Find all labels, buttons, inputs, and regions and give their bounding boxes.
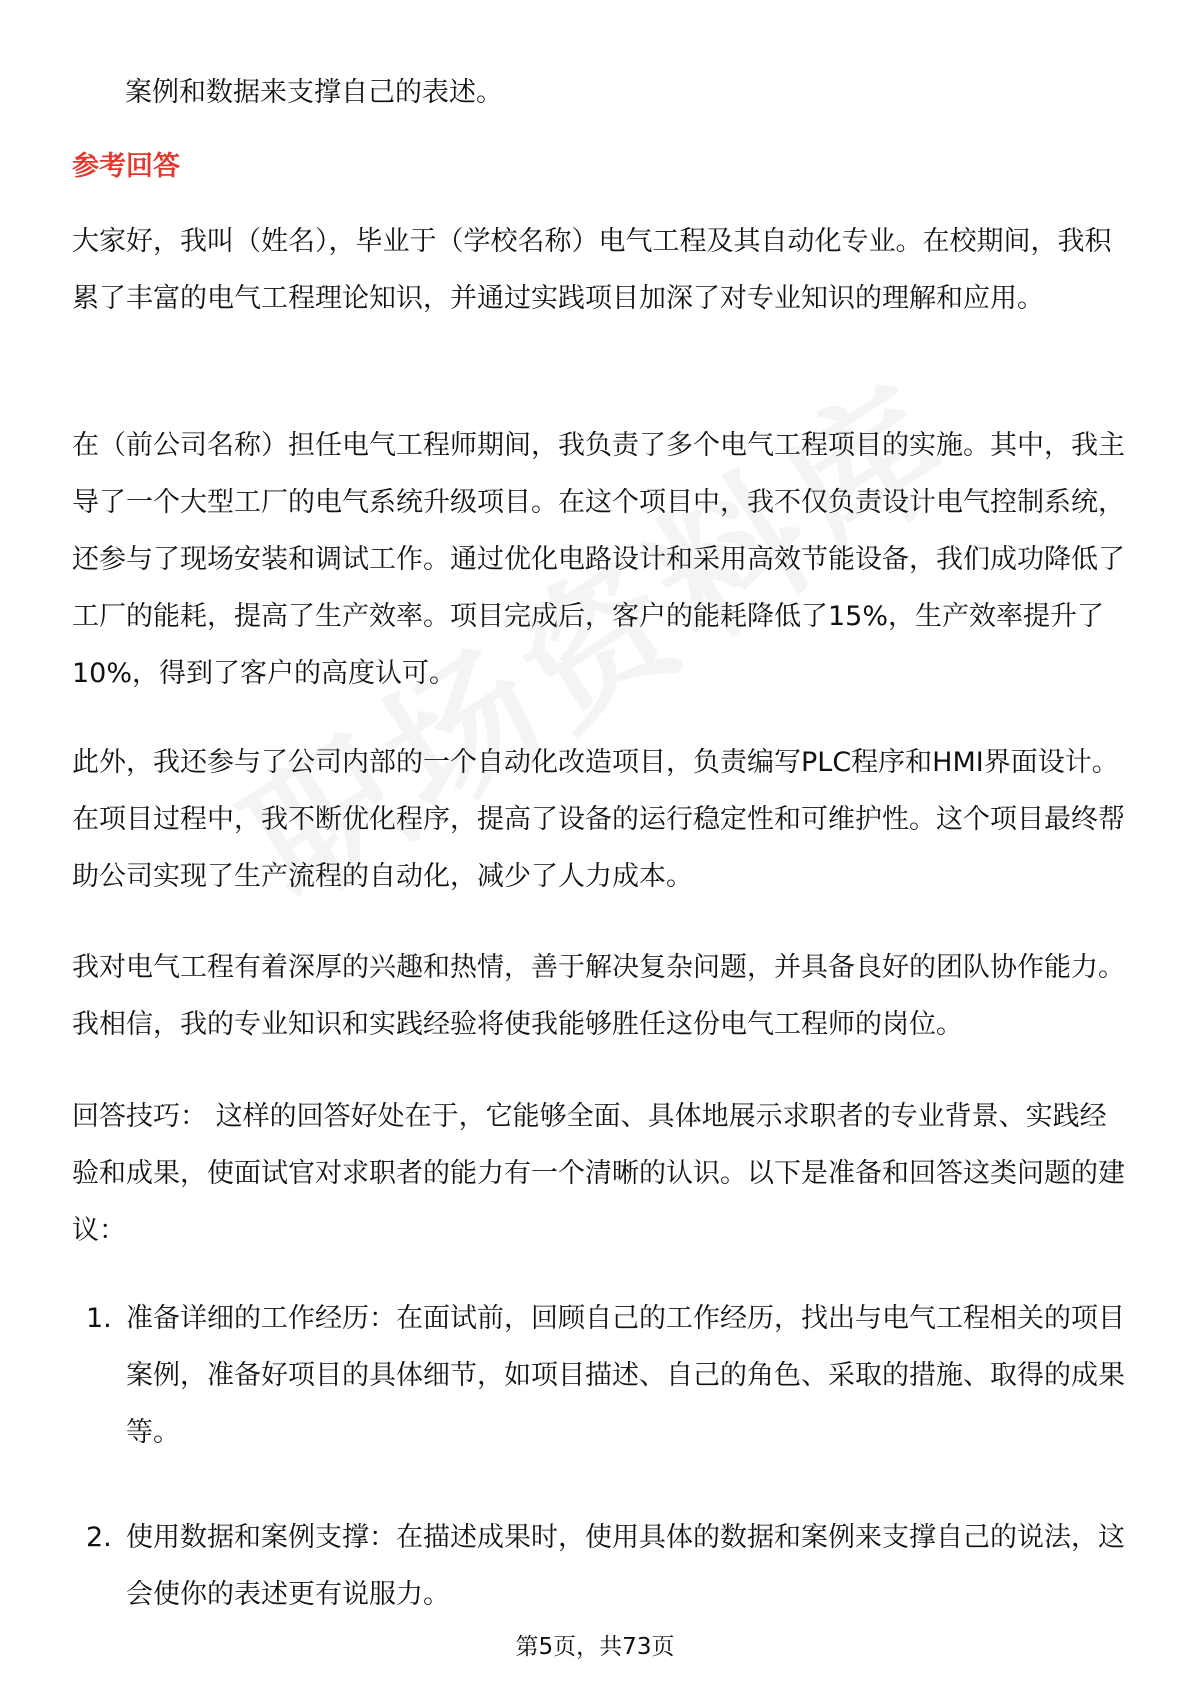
paragraph-automation-project: 此外，我还参与了公司内部的一个自动化改造项目，负责编写PLC程序和HMI界面设计。在项目过程中，我不断优化程序，提高了设备的运行稳定性和可维护性。这个项目最终帮助公司实现了生产流程的自动化，减少了人力成本。 [72,747,1125,892]
section-heading: 参考回答 [72,151,180,182]
list-item-number: 1. [86,1303,112,1334]
paragraph-intro: 大家好，我叫（姓名），毕业于（学校名称）电气工程及其自动化专业。在校期间，我积累了丰富的电气工程理论知识，并通过实践项目加深了对专业知识的理解和应用。 [72,226,1112,314]
continuation-text: 案例和数据来支撑自己的表述。 [125,77,503,108]
page-footer: 第5页，共73页 [515,1634,675,1660]
list-item-text: 准备详细的工作经历：在面试前，回顾自己的工作经历，找出与电气工程相关的项目案例，准备好项目的具体细节，如项目描述、自己的角色、采取的措施、取得的成果等。 [126,1303,1125,1448]
list-item-number: 2. [86,1522,112,1553]
list-item-text: 使用数据和案例支撑：在描述成果时，使用具体的数据和案例来支撑自己的说法，这会使你的表述更有说服力。 [126,1522,1125,1610]
paragraph-experience: 在（前公司名称）担任电气工程师期间，我负责了多个电气工程项目的实施。其中，我主导了一个大型工厂的电气系统升级项目。在这个项目中，我不仅负责设计电气控制系统，还参与了现场安装和调试工作。通过优化电路设计和采用高效节能设备，我们成功降低了工厂的能耗，提高了生产效率。项目完成后，客户的能耗降低了15%，生产效率提升了10%，得到了客户的高度认可。 [72,430,1125,689]
paragraph-answer-tips: 回答技巧： 这样的回答好处在于，它能够全面、具体地展示求职者的专业背景、实践经验和成果，使面试官对求职者的能力有一个清晰的认识。以下是准备和回答这类问题的建议： [72,1101,1125,1246]
paragraph-interest: 我对电气工程有着深厚的兴趣和热情，善于解决复杂问题，并具备良好的团队协作能力。我相信，我的专业知识和实践经验将使我能够胜任这份电气工程师的岗位。 [72,952,1125,1040]
